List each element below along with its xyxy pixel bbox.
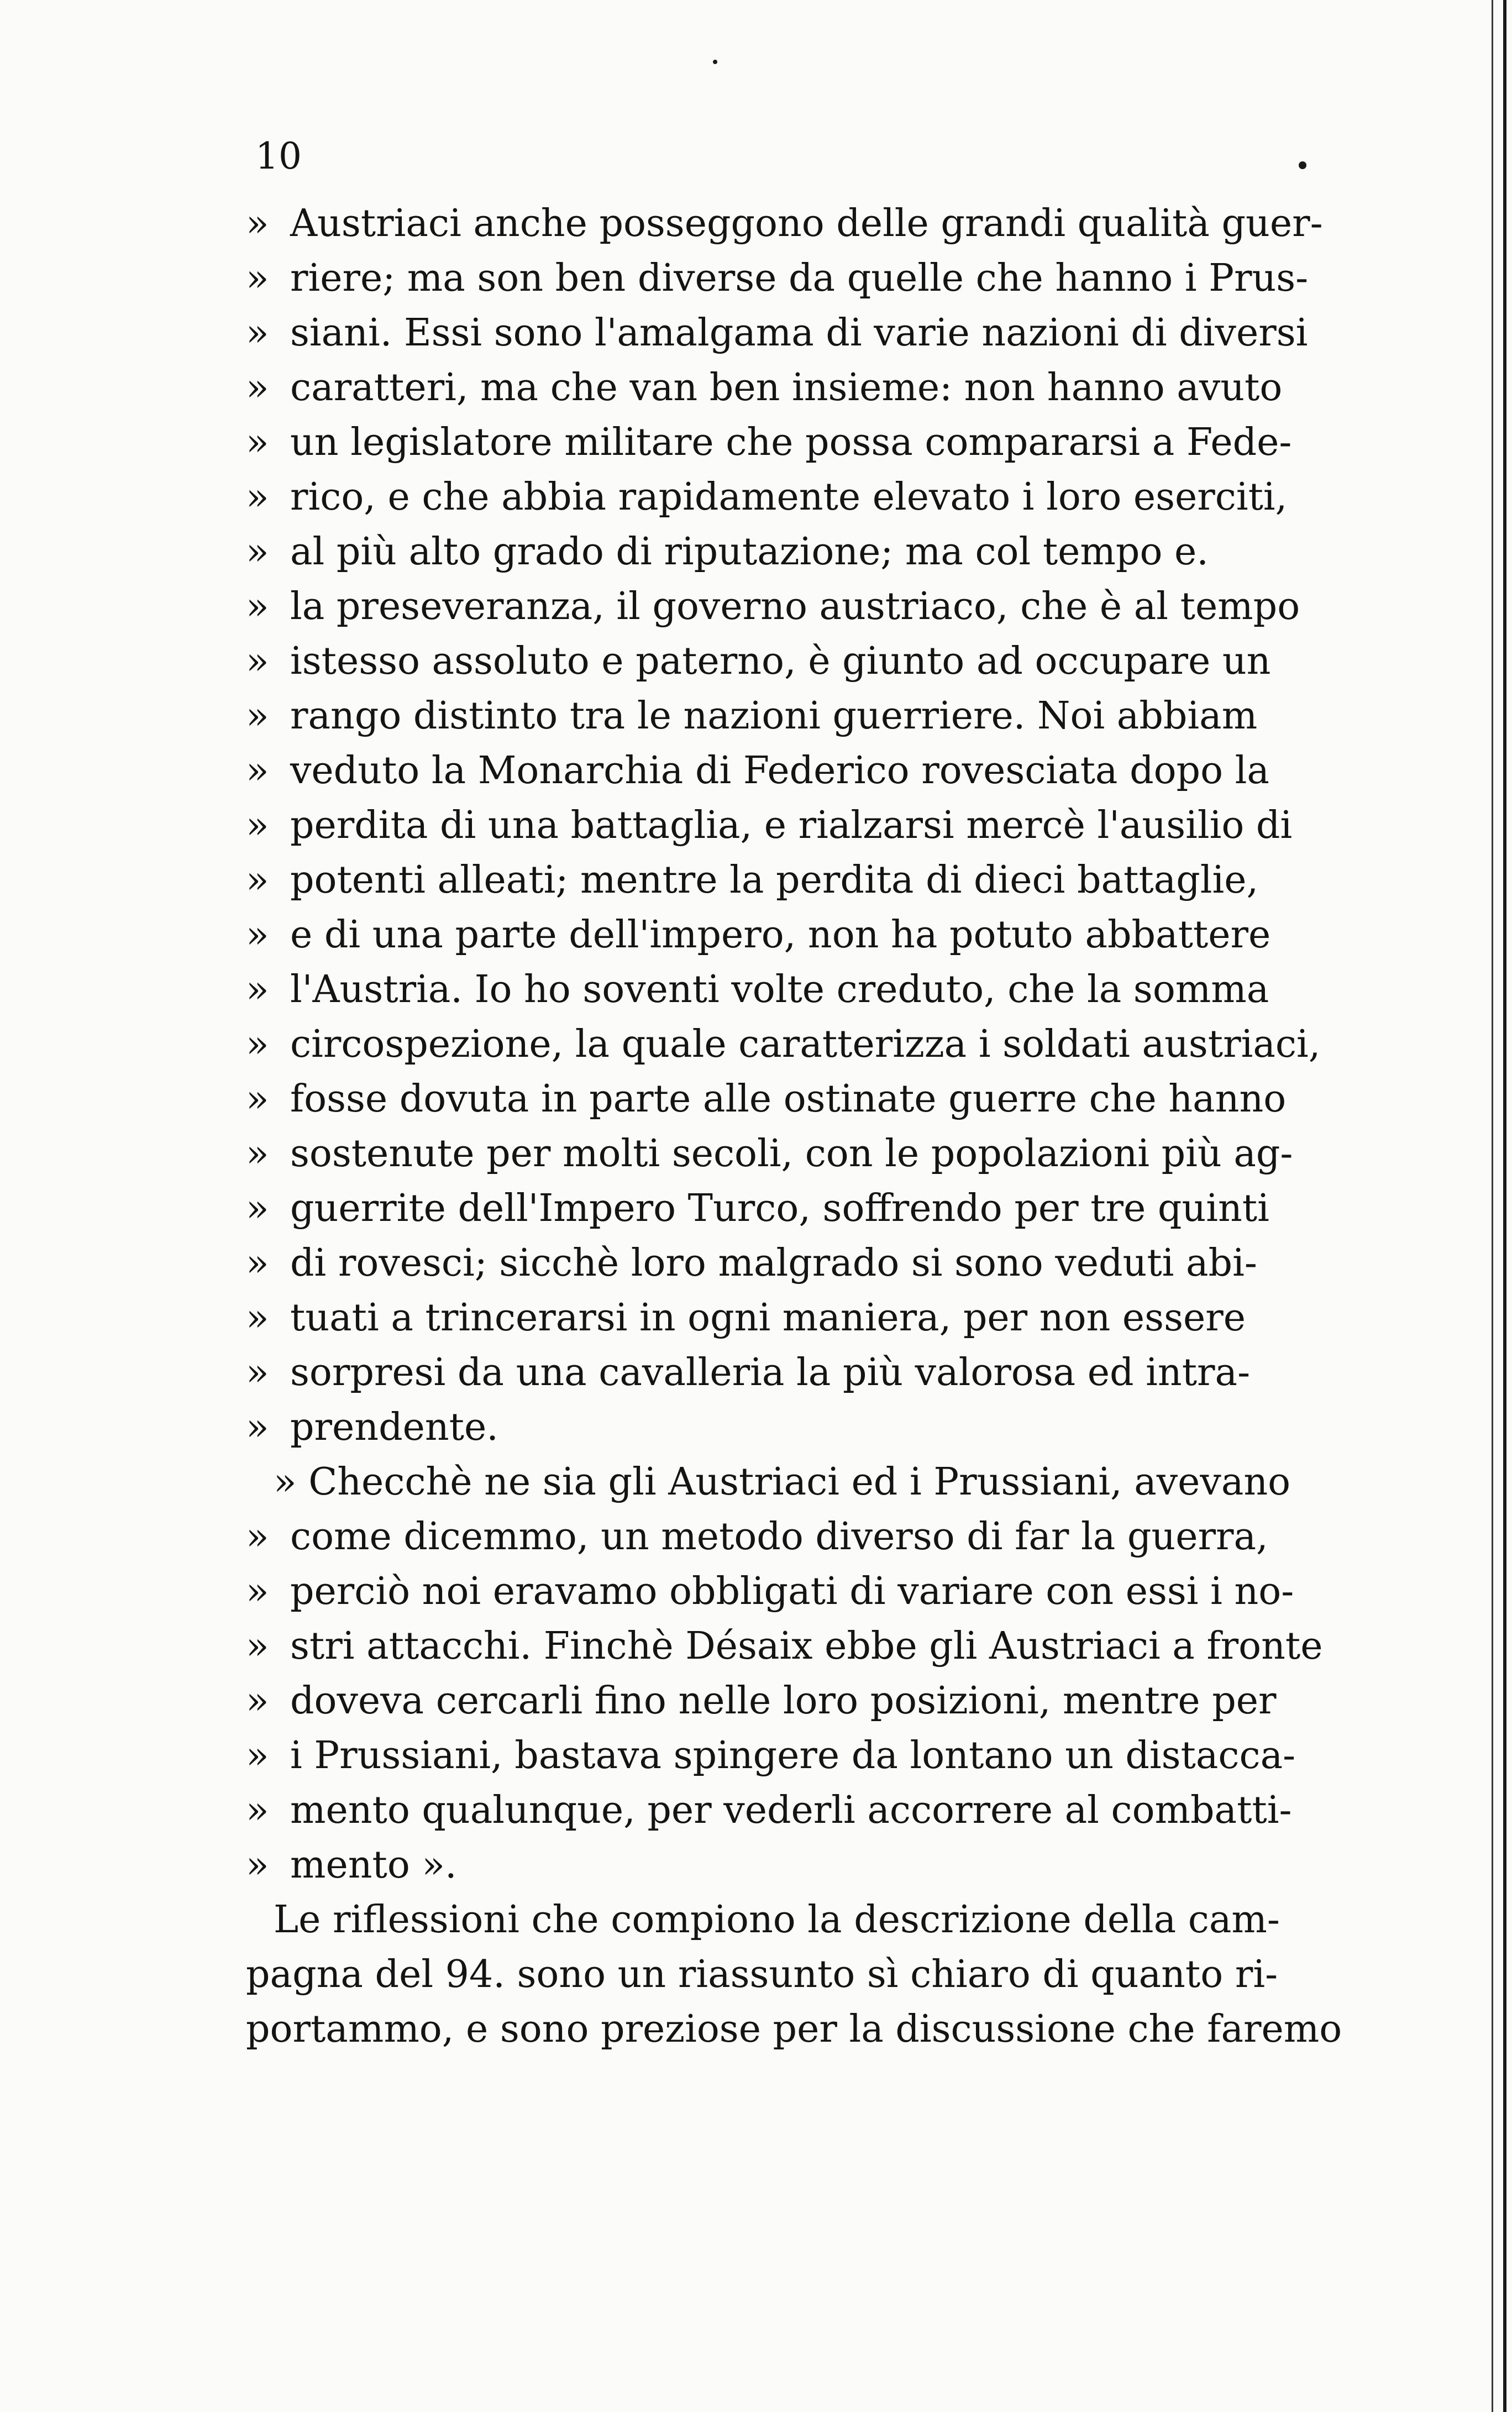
text-line bbox=[246, 1345, 1324, 1400]
quote-mark: » bbox=[246, 913, 269, 957]
text-line bbox=[246, 962, 1324, 1017]
line-text: veduto la Monarchia di Federico rovesciata dopo la bbox=[290, 749, 1269, 793]
text-line bbox=[246, 525, 1324, 579]
text-line bbox=[246, 1892, 1324, 1947]
quote-mark: » bbox=[246, 858, 269, 902]
text-line bbox=[246, 579, 1324, 634]
line-text: sorpresi da una cavalleria la più valorosa ed intra- bbox=[290, 1351, 1251, 1394]
quote-mark: » bbox=[246, 366, 269, 410]
quote-mark: » bbox=[246, 530, 269, 574]
line-text: riere; ma son ben diverse da quelle che hanno i Prus- bbox=[290, 256, 1309, 300]
text-line bbox=[246, 1181, 1324, 1236]
quote-mark: » bbox=[246, 749, 269, 793]
quote-mark: » bbox=[246, 1734, 269, 1777]
line-text: fosse dovuta in parte alle ostinate guerre che hanno bbox=[290, 1077, 1287, 1121]
line-text: stri attacchi. Finchè Désaix ebbe gli Austriaci a fronte bbox=[290, 1624, 1323, 1668]
quote-mark: » bbox=[246, 1132, 269, 1176]
text-line bbox=[246, 1509, 1324, 1564]
text-line bbox=[246, 1838, 1324, 1892]
line-text: come dicemmo, un metodo diverso di far la guerra, bbox=[290, 1515, 1268, 1559]
line-text: sostenute per molti secoli, con le popolazioni più ag- bbox=[290, 1132, 1293, 1176]
quote-mark: » bbox=[246, 1843, 269, 1887]
line-text: rango distinto tra le nazioni guerriere. Noi abbiam bbox=[290, 694, 1258, 738]
page-edge-shadow bbox=[1503, 0, 1506, 2412]
line-text: potenti alleati; mentre la perdita di dieci battaglie, bbox=[290, 858, 1259, 902]
text-line bbox=[246, 1564, 1324, 1619]
text-line bbox=[246, 306, 1324, 360]
text-line bbox=[246, 1728, 1324, 1783]
line-text: mento qualunque, per vederli accorrere al combatti- bbox=[290, 1789, 1292, 1832]
text-line bbox=[246, 360, 1324, 415]
quote-mark: » bbox=[246, 694, 269, 738]
text-line bbox=[246, 1400, 1324, 1455]
text-line bbox=[246, 689, 1324, 743]
line-text: guerrite dell'Impero Turco, soffrendo per tre quinti bbox=[290, 1187, 1269, 1230]
quote-mark: » bbox=[246, 202, 269, 245]
text-line bbox=[246, 743, 1324, 798]
body-text bbox=[246, 196, 1342, 2057]
quote-mark: » bbox=[246, 256, 269, 300]
line-text: prendente. bbox=[290, 1406, 498, 1449]
text-line bbox=[246, 2002, 1342, 2057]
text-line bbox=[246, 1072, 1324, 1126]
quote-mark: » bbox=[246, 1077, 269, 1121]
quote-mark: » bbox=[246, 1351, 269, 1394]
text-line bbox=[246, 470, 1324, 525]
text-line bbox=[246, 1126, 1324, 1181]
line-text: di rovesci; sicchè loro malgrado si sono veduti abi- bbox=[290, 1241, 1257, 1285]
line-text: i Prussiani, bastava spingere da lontano un distacca- bbox=[290, 1734, 1296, 1777]
text-line bbox=[246, 415, 1324, 470]
page-number: 10 bbox=[255, 135, 302, 177]
line-text: Le riflessioni che compiono la descrizione della cam- bbox=[274, 1898, 1280, 1942]
line-text: portammo, e sono preziose per la discussione che faremo bbox=[246, 2007, 1342, 2051]
line-text: al più alto grado di riputazione; ma col tempo e. bbox=[290, 530, 1209, 574]
line-text: mento ». bbox=[290, 1843, 457, 1887]
text-line bbox=[246, 1947, 1324, 2002]
line-text: Austriaci anche posseggono delle grandi qualità guer- bbox=[290, 202, 1323, 245]
line-text: circospezione, la quale caratterizza i soldati austriaci, bbox=[290, 1023, 1321, 1066]
quote-mark: » bbox=[246, 1187, 269, 1230]
quote-mark: » bbox=[246, 1296, 269, 1340]
text-line bbox=[246, 908, 1324, 962]
text-line bbox=[246, 798, 1324, 853]
quote-mark: » bbox=[246, 311, 269, 355]
line-text: perdita di una battaglia, e rialzarsi mercè l'ausilio di bbox=[290, 804, 1293, 847]
line-text: siani. Essi sono l'amalgama di varie nazioni di diversi bbox=[290, 311, 1308, 355]
quote-mark: » bbox=[246, 475, 269, 519]
line-text: perciò noi eravamo obbligati di variare con essi i no- bbox=[290, 1570, 1294, 1613]
ink-speck bbox=[1299, 161, 1306, 169]
text-line bbox=[246, 1017, 1324, 1072]
text-line bbox=[246, 1455, 1324, 1509]
line-text: istesso assoluto e paterno, è giunto ad occupare un bbox=[290, 639, 1271, 683]
quote-mark: » bbox=[246, 585, 269, 628]
ink-speck bbox=[713, 60, 717, 64]
line-text: pagna del 94. sono un riassunto sì chiaro di quanto ri- bbox=[246, 1953, 1278, 1996]
text-line bbox=[246, 1291, 1324, 1345]
quote-mark: » bbox=[246, 1241, 269, 1285]
page-edge-line bbox=[1492, 0, 1493, 2412]
line-text: tuati a trincerarsi in ogni maniera, per non essere bbox=[290, 1296, 1246, 1340]
quote-mark: » bbox=[246, 421, 269, 464]
line-text: un legislatore militare che possa compararsi a Fede- bbox=[290, 421, 1292, 464]
text-line bbox=[246, 1236, 1324, 1291]
text-line bbox=[246, 196, 1324, 251]
quote-mark: » bbox=[246, 1515, 269, 1559]
line-text: l'Austria. Io ho soventi volte creduto, che la somma bbox=[290, 968, 1269, 1011]
quote-mark: » bbox=[246, 968, 269, 1011]
quote-mark: » bbox=[246, 1679, 269, 1723]
quote-mark: » bbox=[246, 1624, 269, 1668]
line-text: doveva cercarli fino nelle loro posizioni, mentre per bbox=[290, 1679, 1277, 1723]
quote-mark: » bbox=[246, 1789, 269, 1832]
text-line bbox=[246, 1619, 1324, 1674]
text-line bbox=[246, 251, 1324, 306]
quote-mark: » bbox=[246, 639, 269, 683]
quote-mark: » bbox=[246, 1406, 269, 1449]
line-text: » Checchè ne sia gli Austriaci ed i Prussiani, avevano bbox=[274, 1460, 1291, 1504]
line-text: rico, e che abbia rapidamente elevato i loro eserciti, bbox=[290, 475, 1288, 519]
text-line bbox=[246, 853, 1324, 908]
quote-mark: » bbox=[246, 1570, 269, 1613]
text-line bbox=[246, 634, 1324, 689]
quote-mark: » bbox=[246, 804, 269, 847]
line-text: caratteri, ma che van ben insieme: non hanno avuto bbox=[290, 366, 1283, 410]
line-text: e di una parte dell'impero, non ha potuto abbattere bbox=[290, 913, 1271, 957]
line-text: la preseveranza, il governo austriaco, che è al tempo bbox=[290, 585, 1300, 628]
text-line bbox=[246, 1674, 1324, 1728]
quote-mark: » bbox=[246, 1023, 269, 1066]
text-line bbox=[246, 1783, 1324, 1838]
